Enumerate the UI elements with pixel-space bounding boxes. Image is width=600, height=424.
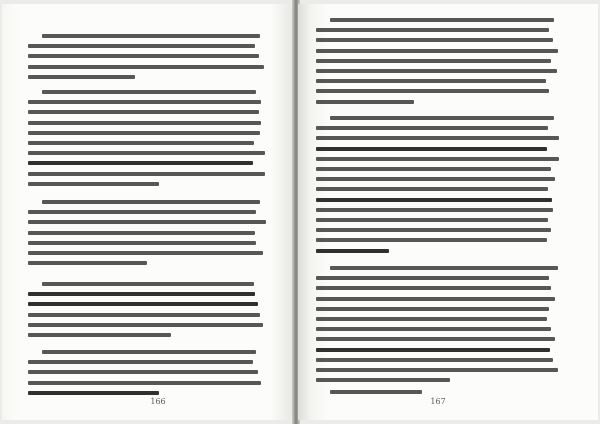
text-line: [42, 282, 254, 286]
text-line: [42, 200, 260, 204]
text-line: [316, 49, 558, 53]
text-line: [42, 350, 256, 354]
text-line: [330, 116, 554, 120]
text-line: [28, 141, 254, 145]
text-line: [28, 292, 255, 296]
right-page-number: 167: [430, 397, 446, 406]
text-line: [28, 313, 260, 317]
text-line: [330, 266, 558, 270]
text-line: [316, 276, 549, 280]
text-line: [316, 79, 546, 83]
left-text-column: [2, 4, 294, 420]
text-line: [42, 34, 260, 38]
left-page: [2, 4, 294, 420]
text-line: [316, 59, 551, 63]
text-line: [28, 220, 266, 224]
left-page-number: 166: [150, 397, 166, 406]
text-line: [28, 302, 258, 306]
text-line: [28, 75, 135, 79]
text-line: [316, 228, 551, 232]
text-line: [316, 177, 555, 181]
text-line: [316, 327, 551, 331]
text-line: [28, 131, 260, 135]
text-line: [28, 261, 147, 265]
text-line: [316, 249, 389, 253]
text-line: [316, 136, 559, 140]
text-line: [316, 126, 548, 130]
text-line: [316, 89, 549, 93]
text-line: [316, 69, 557, 73]
text-line: [316, 198, 552, 202]
text-line: [28, 121, 261, 125]
right-page: [298, 4, 598, 420]
text-line: [330, 18, 554, 22]
text-line: [316, 187, 548, 191]
text-line: [316, 218, 548, 222]
text-line: [316, 307, 549, 311]
text-line: [316, 208, 553, 212]
text-line: [316, 157, 559, 161]
text-line: [28, 110, 259, 114]
text-line: [316, 147, 547, 151]
right-text-column: [298, 4, 598, 420]
text-line: [28, 151, 265, 155]
text-line: [316, 317, 547, 321]
text-line: [28, 231, 255, 235]
text-line: [330, 390, 422, 394]
text-line: [316, 297, 555, 301]
text-line: [316, 378, 450, 382]
text-line: [28, 360, 253, 364]
text-line: [316, 167, 551, 171]
text-line: [28, 161, 253, 165]
text-line: [316, 38, 553, 42]
text-line: [316, 368, 558, 372]
text-line: [28, 391, 159, 395]
text-line: [28, 333, 171, 337]
text-line: [316, 358, 553, 362]
text-line: [28, 370, 258, 374]
text-line: [316, 100, 414, 104]
text-line: [28, 381, 261, 385]
text-line: [316, 28, 549, 32]
text-line: [42, 90, 256, 94]
text-line: [316, 337, 555, 341]
text-line: [28, 210, 256, 214]
text-line: [28, 44, 255, 48]
text-line: [28, 251, 263, 255]
text-line: [316, 348, 550, 352]
text-line: [28, 54, 259, 58]
text-line: [28, 323, 263, 327]
text-line: [316, 286, 551, 290]
text-line: [28, 241, 256, 245]
text-line: [28, 172, 265, 176]
text-line: [28, 100, 261, 104]
text-line: [28, 65, 264, 69]
text-line: [316, 238, 547, 242]
text-line: [28, 182, 159, 186]
